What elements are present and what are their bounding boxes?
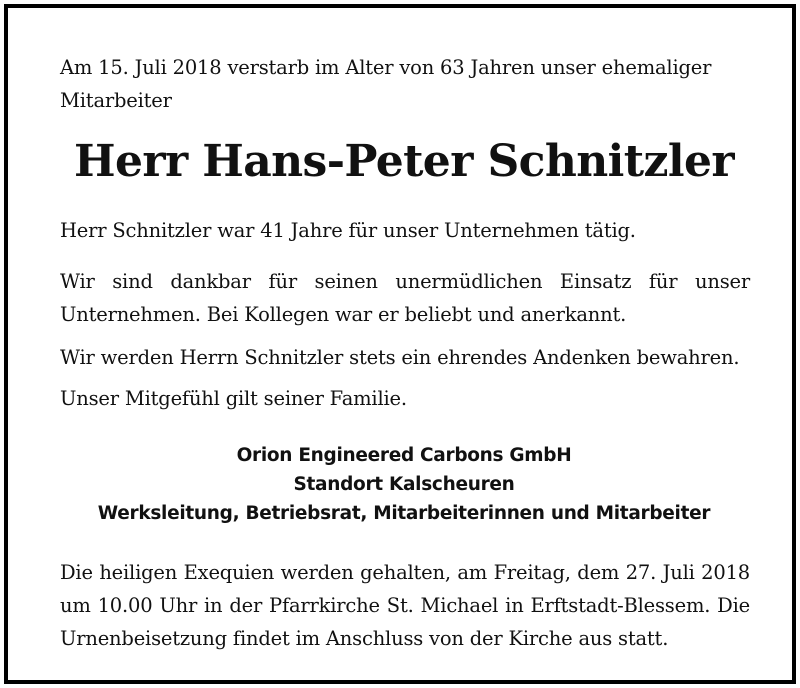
sympathy-text: Unser Mitgefühl gilt seiner Familie. bbox=[60, 387, 407, 410]
signature-block bbox=[48, 441, 760, 528]
site-name: Standort Kalscheuren bbox=[293, 474, 515, 495]
service-years-text: Herr Schnitzler war 41 Jahre für unser Unternehmen tätig. bbox=[60, 219, 636, 242]
remembrance-text: Wir werden Herrn Schnitzler stets ein ehrendes Andenken bewahren. bbox=[60, 346, 740, 369]
departments-line: Werksleitung, Betriebsrat, Mitarbeiterinnen und Mitarbeiter bbox=[97, 503, 711, 524]
company-name: Orion Engineered Carbons GmbH bbox=[236, 445, 572, 466]
funeral-details-text: Die heiligen Exequien werden gehalten, am Freitag, dem 27. Juli 2018 um 10.00 Uhr in der Pfarrkirche St. Michael in Erftstadt-Blessem. Die Urnenbeisetzung findet im Anschluss von der Kirche aus statt. bbox=[60, 561, 750, 650]
deceased-name: Herr Hans-Peter Schnitzler bbox=[74, 136, 734, 187]
intro-text: Am 15. Juli 2018 verstarb im Alter von 63 Jahren unser ehemaliger Mitarbeiter bbox=[60, 56, 712, 112]
obituary-notice bbox=[4, 4, 796, 684]
gratitude-text: Wir sind dankbar für seinen unermüdlichen Einsatz für unser Unternehmen. Bei Kollegen war er beliebt und anerkannt. bbox=[60, 270, 750, 326]
